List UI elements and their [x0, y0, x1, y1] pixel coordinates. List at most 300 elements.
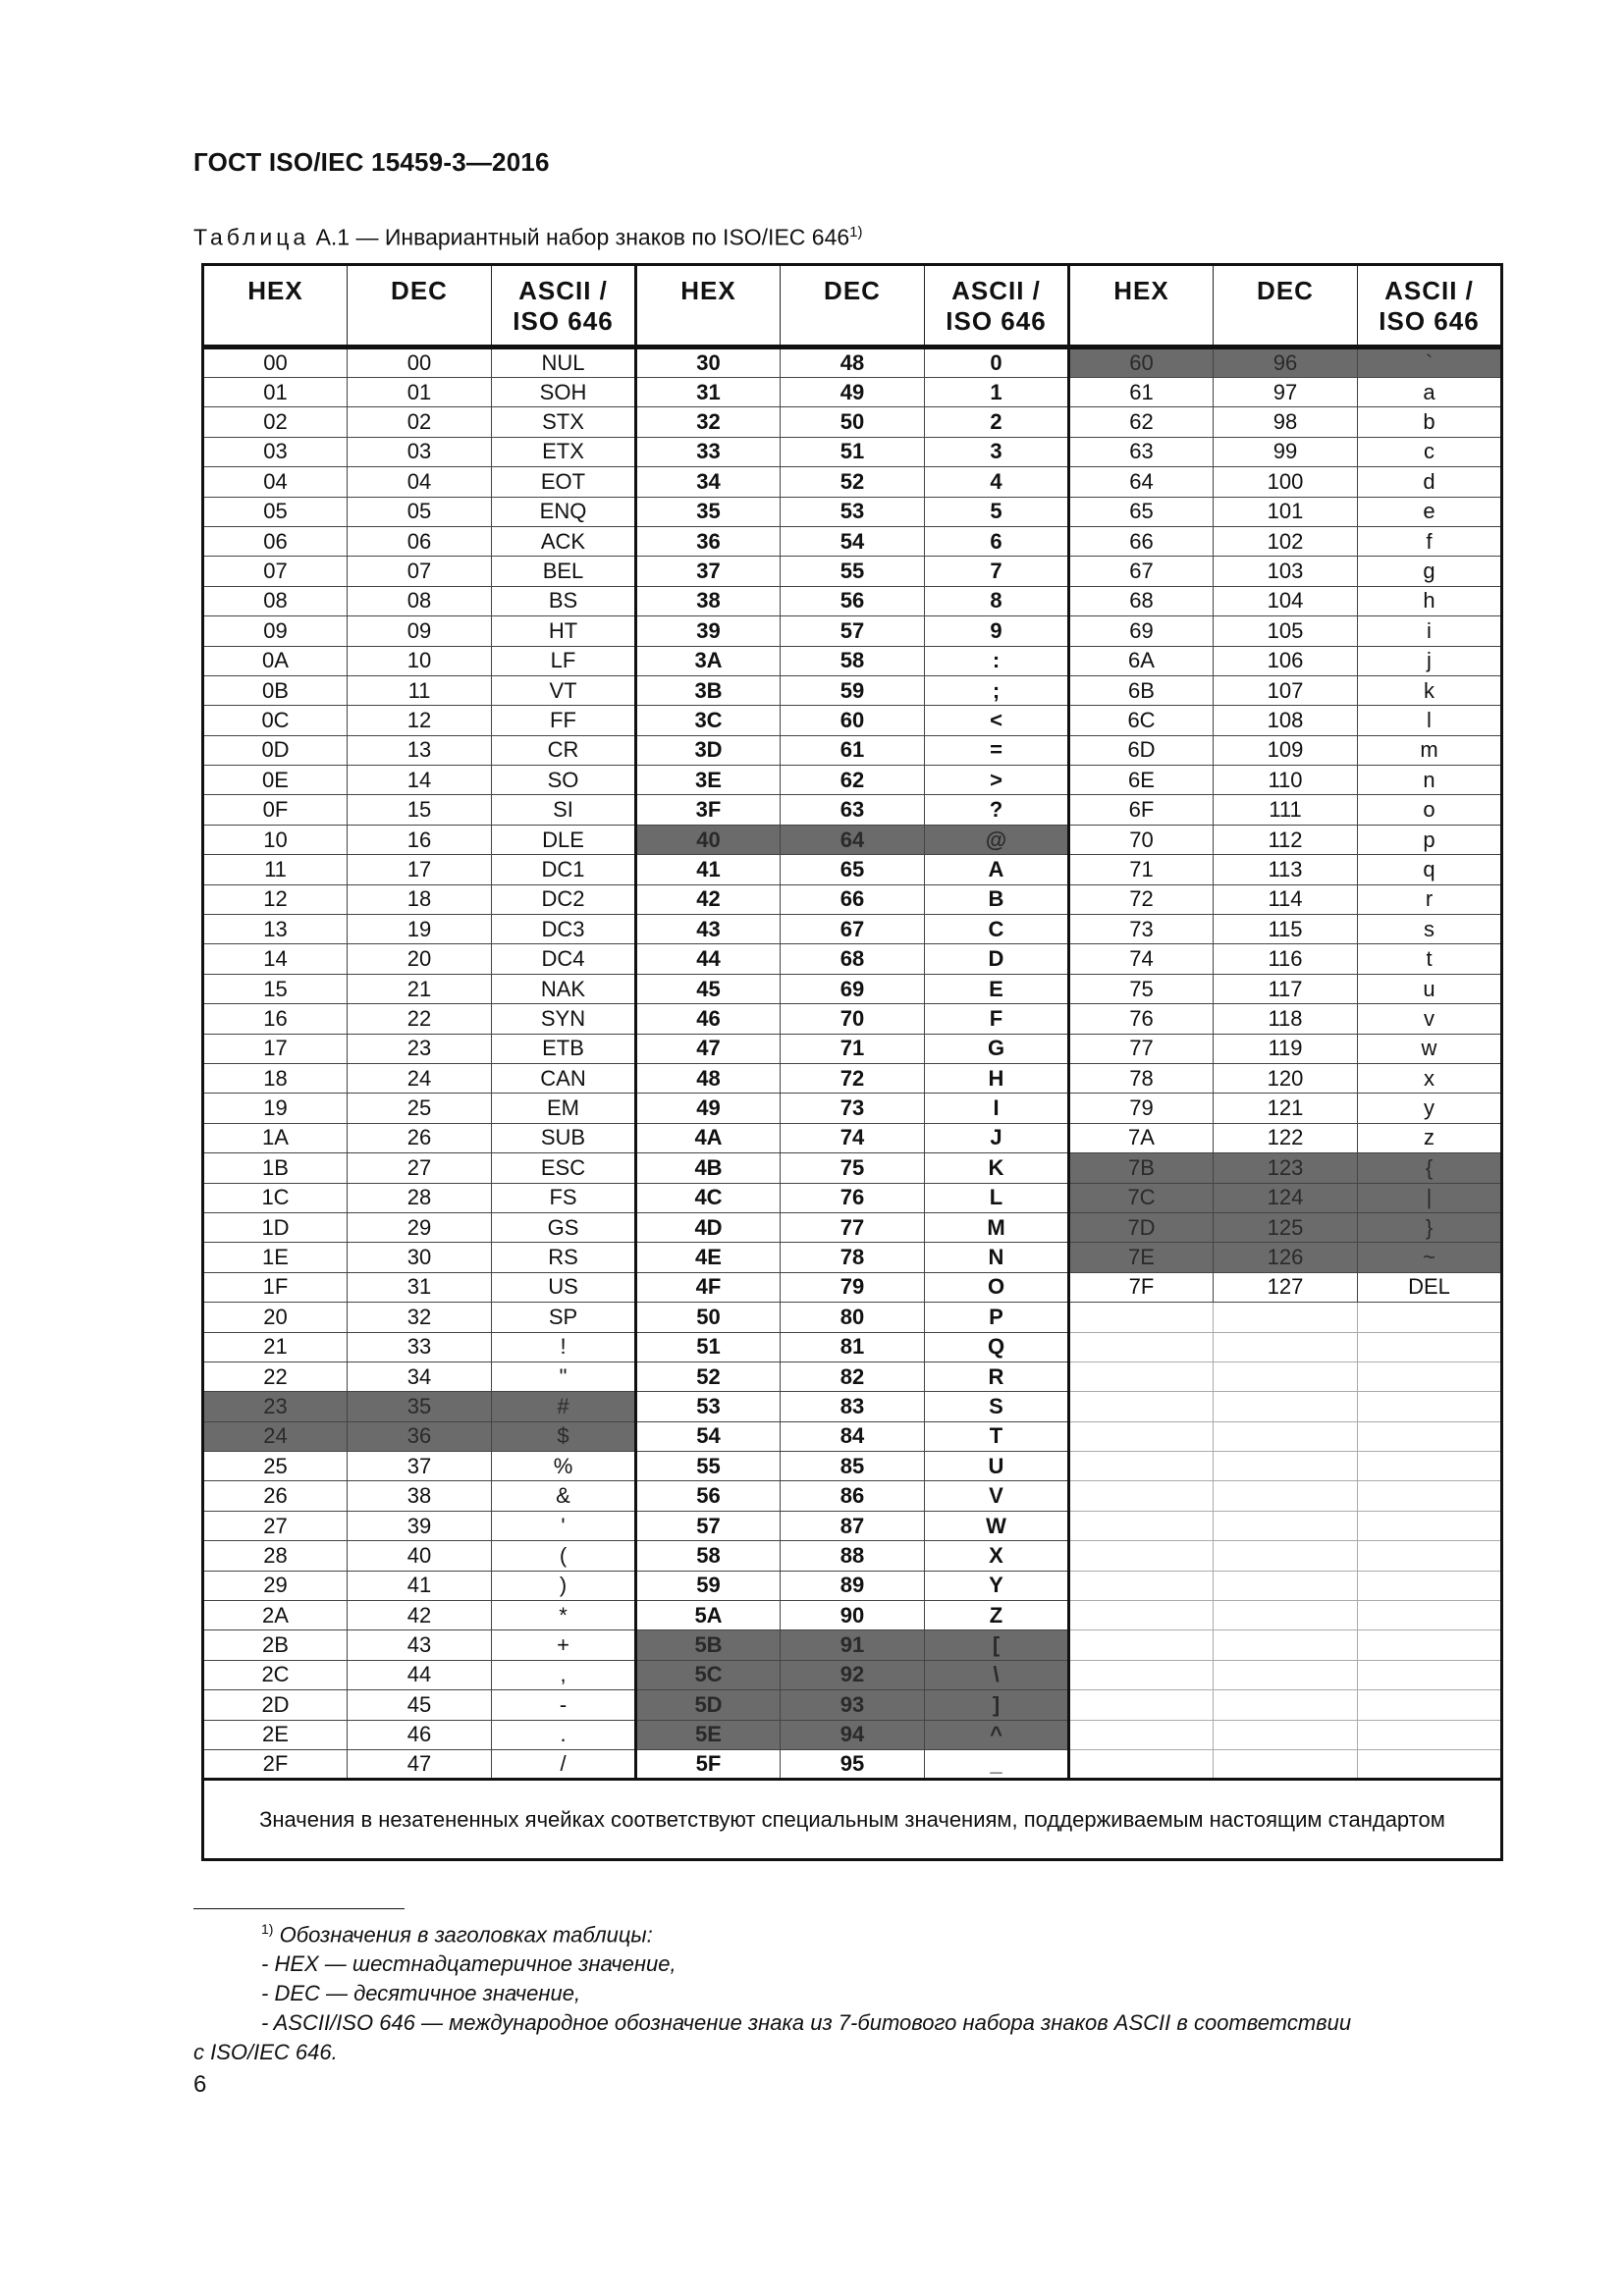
table-row: [203, 825, 1502, 854]
symbol-cell: Q: [925, 1332, 1069, 1362]
empty-cell: [1069, 1630, 1214, 1660]
table-footer-row: [203, 1780, 1502, 1860]
hex-cell: 13: [203, 915, 348, 944]
table-row: [203, 974, 1502, 1003]
dec-cell: 77: [781, 1212, 925, 1242]
hex-cell: 24: [203, 1421, 348, 1451]
symbol-cell: M: [925, 1212, 1069, 1242]
column-header: [636, 265, 781, 347]
dec-cell: 13: [348, 735, 492, 765]
dec-cell: 62: [781, 766, 925, 795]
empty-cell: [1214, 1720, 1358, 1749]
table-row: [203, 1212, 1502, 1242]
dec-cell: 07: [348, 557, 492, 586]
hex-cell: 3D: [636, 735, 781, 765]
footnote-line: - ASCII/ISO 646 — международное обозначение знака из 7-битового набора знаков ASCII в соответствии: [261, 2010, 1352, 2036]
symbol-cell: k: [1358, 675, 1502, 705]
table-row: [203, 1749, 1502, 1779]
empty-cell: [1069, 1541, 1214, 1571]
symbol-cell: :: [925, 646, 1069, 675]
empty-cell: [1358, 1332, 1502, 1362]
empty-cell: [1214, 1571, 1358, 1600]
dec-cell: 06: [348, 526, 492, 556]
hex-cell: 2D: [203, 1690, 348, 1720]
table-row: [203, 1153, 1502, 1183]
hex-cell: 03: [203, 437, 348, 466]
dec-cell: 63: [781, 795, 925, 825]
table-row: [203, 1004, 1502, 1034]
table-row: [203, 884, 1502, 914]
symbol-cell: _: [925, 1749, 1069, 1779]
dec-cell: 78: [781, 1243, 925, 1272]
hex-cell: 4B: [636, 1153, 781, 1183]
dec-cell: 104: [1214, 586, 1358, 615]
hex-cell: 00: [203, 347, 348, 378]
hex-cell: 0B: [203, 675, 348, 705]
dec-cell: 18: [348, 884, 492, 914]
empty-cell: [1214, 1481, 1358, 1511]
symbol-cell: ?: [925, 795, 1069, 825]
hex-cell: 78: [1069, 1063, 1214, 1093]
dec-cell: 45: [348, 1690, 492, 1720]
hex-cell: 06: [203, 526, 348, 556]
hex-cell: 41: [636, 855, 781, 884]
symbol-cell: t: [1358, 944, 1502, 974]
hex-cell: 09: [203, 616, 348, 646]
hex-cell: 5B: [636, 1630, 781, 1660]
dec-cell: 98: [1214, 407, 1358, 437]
symbol-cell: %: [492, 1452, 636, 1481]
hex-cell: 40: [636, 825, 781, 854]
dec-cell: 12: [348, 706, 492, 735]
dec-cell: 19: [348, 915, 492, 944]
hex-cell: 33: [636, 437, 781, 466]
symbol-cell: ~: [1358, 1243, 1502, 1272]
dec-cell: 66: [781, 884, 925, 914]
dec-cell: 93: [781, 1690, 925, 1720]
table-caption: [193, 224, 863, 251]
symbol-cell: <: [925, 706, 1069, 735]
symbol-cell: SUB: [492, 1123, 636, 1152]
hex-cell: 0C: [203, 706, 348, 735]
dec-cell: 69: [781, 974, 925, 1003]
symbol-cell: 7: [925, 557, 1069, 586]
empty-cell: [1069, 1601, 1214, 1630]
dec-cell: 32: [348, 1303, 492, 1332]
dec-cell: 110: [1214, 766, 1358, 795]
symbol-cell: z: [1358, 1123, 1502, 1152]
table-row: [203, 1690, 1502, 1720]
hex-cell: 61: [1069, 378, 1214, 407]
dec-cell: 65: [781, 855, 925, 884]
empty-cell: [1214, 1332, 1358, 1362]
column-header: [1358, 265, 1502, 347]
hex-cell: 1B: [203, 1153, 348, 1183]
hex-cell: 54: [636, 1421, 781, 1451]
hex-cell: 6E: [1069, 766, 1214, 795]
hex-cell: 11: [203, 855, 348, 884]
symbol-cell: 5: [925, 497, 1069, 526]
column-header: [1069, 265, 1214, 347]
dec-cell: 75: [781, 1153, 925, 1183]
dec-cell: 73: [781, 1094, 925, 1123]
dec-cell: 48: [781, 347, 925, 378]
table-row: [203, 1421, 1502, 1451]
dec-cell: 113: [1214, 855, 1358, 884]
dec-cell: 70: [781, 1004, 925, 1034]
dec-cell: 83: [781, 1392, 925, 1421]
dec-cell: 68: [781, 944, 925, 974]
dec-cell: 127: [1214, 1272, 1358, 1302]
column-header-line1: ASCII /: [951, 276, 1041, 305]
dec-cell: 21: [348, 974, 492, 1003]
symbol-cell: P: [925, 1303, 1069, 1332]
table-header-row: [203, 265, 1502, 347]
hex-cell: 2B: [203, 1630, 348, 1660]
hex-cell: 7B: [1069, 1153, 1214, 1183]
footnote-line: - HEX — шестнадцатеричное значение,: [261, 1951, 677, 1977]
symbol-cell: VT: [492, 675, 636, 705]
dec-cell: 53: [781, 497, 925, 526]
hex-cell: 0E: [203, 766, 348, 795]
table-row: [203, 646, 1502, 675]
dec-cell: 59: [781, 675, 925, 705]
dec-cell: 40: [348, 1541, 492, 1571]
dec-cell: 10: [348, 646, 492, 675]
dec-cell: 101: [1214, 497, 1358, 526]
hex-cell: 75: [1069, 974, 1214, 1003]
symbol-cell: l: [1358, 706, 1502, 735]
symbol-cell: DC2: [492, 884, 636, 914]
dec-cell: 82: [781, 1362, 925, 1391]
symbol-cell: i: [1358, 616, 1502, 646]
symbol-cell: n: [1358, 766, 1502, 795]
hex-cell: 68: [1069, 586, 1214, 615]
dec-cell: 79: [781, 1272, 925, 1302]
hex-cell: 5D: [636, 1690, 781, 1720]
symbol-cell: e: [1358, 497, 1502, 526]
hex-cell: 2F: [203, 1749, 348, 1779]
dec-cell: 26: [348, 1123, 492, 1152]
symbol-cell: ': [492, 1511, 636, 1540]
dec-cell: 14: [348, 766, 492, 795]
table-row: [203, 1452, 1502, 1481]
symbol-cell: s: [1358, 915, 1502, 944]
symbol-cell: EM: [492, 1094, 636, 1123]
hex-cell: 67: [1069, 557, 1214, 586]
dec-cell: 117: [1214, 974, 1358, 1003]
table-row: [203, 915, 1502, 944]
dec-cell: 94: [781, 1720, 925, 1749]
dec-cell: 17: [348, 855, 492, 884]
dec-cell: 92: [781, 1660, 925, 1689]
hex-cell: 4F: [636, 1272, 781, 1302]
hex-cell: 51: [636, 1332, 781, 1362]
hex-cell: 4C: [636, 1183, 781, 1212]
hex-cell: 73: [1069, 915, 1214, 944]
dec-cell: 106: [1214, 646, 1358, 675]
hex-cell: 1D: [203, 1212, 348, 1242]
symbol-cell: [: [925, 1630, 1069, 1660]
dec-cell: 120: [1214, 1063, 1358, 1093]
symbol-cell: ENQ: [492, 497, 636, 526]
symbol-cell: C: [925, 915, 1069, 944]
symbol-cell: ESC: [492, 1153, 636, 1183]
symbol-cell: h: [1358, 586, 1502, 615]
dec-cell: 23: [348, 1034, 492, 1063]
empty-cell: [1214, 1630, 1358, 1660]
dec-cell: 114: [1214, 884, 1358, 914]
table-row: [203, 1720, 1502, 1749]
symbol-cell: }: [1358, 1212, 1502, 1242]
symbol-cell: SOH: [492, 378, 636, 407]
column-header-line2: ISO 646: [513, 306, 614, 336]
dec-cell: 108: [1214, 706, 1358, 735]
hex-cell: 07: [203, 557, 348, 586]
hex-cell: 23: [203, 1392, 348, 1421]
hex-cell: 19: [203, 1094, 348, 1123]
dec-cell: 16: [348, 825, 492, 854]
hex-cell: 55: [636, 1452, 781, 1481]
column-header: [1214, 265, 1358, 347]
symbol-cell: Z: [925, 1601, 1069, 1630]
document-header: ГОСТ ISO/IEC 15459-3—2016: [193, 147, 550, 177]
hex-cell: 6D: [1069, 735, 1214, 765]
dec-cell: 39: [348, 1511, 492, 1540]
dec-cell: 36: [348, 1421, 492, 1451]
dec-cell: 81: [781, 1332, 925, 1362]
symbol-cell: f: [1358, 526, 1502, 556]
symbol-cell: 0: [925, 347, 1069, 378]
table-row: [203, 1094, 1502, 1123]
column-header: [781, 265, 925, 347]
table-row: [203, 1571, 1502, 1600]
hex-cell: 3A: [636, 646, 781, 675]
column-header-line2: ISO 646: [1379, 306, 1480, 336]
symbol-cell: 4: [925, 467, 1069, 497]
symbol-cell: US: [492, 1272, 636, 1302]
dec-cell: 105: [1214, 616, 1358, 646]
hex-cell: 76: [1069, 1004, 1214, 1034]
symbol-cell: O: [925, 1272, 1069, 1302]
hex-cell: 35: [636, 497, 781, 526]
column-header: [203, 265, 348, 347]
column-header-line1: ASCII /: [1384, 276, 1474, 305]
symbol-cell: ETB: [492, 1034, 636, 1063]
footnote-continuation: с ISO/IEC 646.: [193, 2040, 338, 2065]
empty-cell: [1358, 1303, 1502, 1332]
dec-cell: 109: [1214, 735, 1358, 765]
empty-cell: [1358, 1481, 1502, 1511]
symbol-cell: SYN: [492, 1004, 636, 1034]
symbol-cell: >: [925, 766, 1069, 795]
symbol-cell: L: [925, 1183, 1069, 1212]
empty-cell: [1358, 1690, 1502, 1720]
dec-cell: 116: [1214, 944, 1358, 974]
hex-cell: 57: [636, 1511, 781, 1540]
hex-cell: 2E: [203, 1720, 348, 1749]
symbol-cell: b: [1358, 407, 1502, 437]
hex-cell: 6F: [1069, 795, 1214, 825]
hex-cell: 1E: [203, 1243, 348, 1272]
symbol-cell: j: [1358, 646, 1502, 675]
dec-cell: 35: [348, 1392, 492, 1421]
hex-cell: 21: [203, 1332, 348, 1362]
hex-cell: 70: [1069, 825, 1214, 854]
ascii-table: [201, 263, 1503, 1861]
hex-cell: 48: [636, 1063, 781, 1093]
empty-cell: [1069, 1332, 1214, 1362]
dec-cell: 112: [1214, 825, 1358, 854]
empty-cell: [1358, 1452, 1502, 1481]
hex-cell: 45: [636, 974, 781, 1003]
symbol-cell: (: [492, 1541, 636, 1571]
empty-cell: [1358, 1541, 1502, 1571]
dec-cell: 03: [348, 437, 492, 466]
empty-cell: [1358, 1421, 1502, 1451]
symbol-cell: g: [1358, 557, 1502, 586]
hex-cell: 46: [636, 1004, 781, 1034]
hex-cell: 62: [1069, 407, 1214, 437]
hex-cell: 5E: [636, 1720, 781, 1749]
empty-cell: [1214, 1690, 1358, 1720]
column-header-line1: HEX: [1113, 276, 1169, 305]
dec-cell: 64: [781, 825, 925, 854]
empty-cell: [1214, 1601, 1358, 1630]
symbol-cell: A: [925, 855, 1069, 884]
footnote-ref: 1): [261, 1921, 274, 1937]
hex-cell: 37: [636, 557, 781, 586]
symbol-cell: p: [1358, 825, 1502, 854]
symbol-cell: `: [1358, 347, 1502, 378]
dec-cell: 05: [348, 497, 492, 526]
dec-cell: 67: [781, 915, 925, 944]
empty-cell: [1069, 1571, 1214, 1600]
symbol-cell: BEL: [492, 557, 636, 586]
symbol-cell: x: [1358, 1063, 1502, 1093]
hex-cell: 5F: [636, 1749, 781, 1779]
empty-cell: [1358, 1720, 1502, 1749]
empty-cell: [1358, 1749, 1502, 1779]
symbol-cell: ETX: [492, 437, 636, 466]
symbol-cell: q: [1358, 855, 1502, 884]
empty-cell: [1358, 1392, 1502, 1421]
dec-cell: 126: [1214, 1243, 1358, 1272]
dec-cell: 08: [348, 586, 492, 615]
symbol-cell: CR: [492, 735, 636, 765]
empty-cell: [1358, 1571, 1502, 1600]
column-header-line1: DEC: [1257, 276, 1314, 305]
caption-number: А.1: [315, 224, 351, 250]
hex-cell: 7E: [1069, 1243, 1214, 1272]
dec-cell: 15: [348, 795, 492, 825]
symbol-cell: DEL: [1358, 1272, 1502, 1302]
dec-cell: 44: [348, 1660, 492, 1689]
dec-cell: 54: [781, 526, 925, 556]
dec-cell: 31: [348, 1272, 492, 1302]
symbol-cell: ): [492, 1571, 636, 1600]
hex-cell: 59: [636, 1571, 781, 1600]
symbol-cell: FS: [492, 1183, 636, 1212]
column-header: [348, 265, 492, 347]
hex-cell: 12: [203, 884, 348, 914]
empty-cell: [1214, 1421, 1358, 1451]
dec-cell: 47: [348, 1749, 492, 1779]
hex-cell: 3E: [636, 766, 781, 795]
table-row: [203, 675, 1502, 705]
empty-cell: [1214, 1362, 1358, 1391]
dec-cell: 56: [781, 586, 925, 615]
symbol-cell: T: [925, 1421, 1069, 1451]
hex-cell: 71: [1069, 855, 1214, 884]
dec-cell: 28: [348, 1183, 492, 1212]
hex-cell: 20: [203, 1303, 348, 1332]
table-footer-note: Значения в незатененных ячейках соответствуют специальным значениям, поддерживаемым настоящим стандартом: [203, 1780, 1502, 1860]
table-body: [203, 347, 1502, 1780]
hex-cell: 6B: [1069, 675, 1214, 705]
dec-cell: 118: [1214, 1004, 1358, 1034]
dec-cell: 74: [781, 1123, 925, 1152]
hex-cell: 32: [636, 407, 781, 437]
table-row: [203, 766, 1502, 795]
hex-cell: 27: [203, 1511, 348, 1540]
empty-cell: [1069, 1392, 1214, 1421]
symbol-cell: 3: [925, 437, 1069, 466]
hex-cell: 25: [203, 1452, 348, 1481]
symbol-cell: *: [492, 1601, 636, 1630]
dec-cell: 50: [781, 407, 925, 437]
dec-cell: 90: [781, 1601, 925, 1630]
table-row: [203, 1601, 1502, 1630]
dec-cell: 115: [1214, 915, 1358, 944]
symbol-cell: &: [492, 1481, 636, 1511]
dec-cell: 123: [1214, 1153, 1358, 1183]
symbol-cell: SP: [492, 1303, 636, 1332]
empty-cell: [1069, 1660, 1214, 1689]
hex-cell: 77: [1069, 1034, 1214, 1063]
symbol-cell: DLE: [492, 825, 636, 854]
hex-cell: 52: [636, 1362, 781, 1391]
symbol-cell: v: [1358, 1004, 1502, 1034]
dec-cell: 89: [781, 1571, 925, 1600]
dec-cell: 43: [348, 1630, 492, 1660]
dec-cell: 09: [348, 616, 492, 646]
table-row: [203, 347, 1502, 378]
dec-cell: 33: [348, 1332, 492, 1362]
hex-cell: 3C: [636, 706, 781, 735]
empty-cell: [1069, 1511, 1214, 1540]
hex-cell: 4E: [636, 1243, 781, 1272]
empty-cell: [1214, 1660, 1358, 1689]
column-header-line1: HEX: [247, 276, 303, 305]
hex-cell: 5A: [636, 1601, 781, 1630]
symbol-cell: y: [1358, 1094, 1502, 1123]
hex-cell: 28: [203, 1541, 348, 1571]
dec-cell: 55: [781, 557, 925, 586]
footnotes: [193, 1914, 1509, 2067]
symbol-cell: d: [1358, 467, 1502, 497]
hex-cell: 38: [636, 586, 781, 615]
hex-cell: 7C: [1069, 1183, 1214, 1212]
table-row: [203, 586, 1502, 615]
symbol-cell: V: [925, 1481, 1069, 1511]
symbol-cell: #: [492, 1392, 636, 1421]
hex-cell: 79: [1069, 1094, 1214, 1123]
table-row: [203, 1243, 1502, 1272]
table-row: [203, 1362, 1502, 1391]
symbol-cell: !: [492, 1332, 636, 1362]
hex-cell: 18: [203, 1063, 348, 1093]
